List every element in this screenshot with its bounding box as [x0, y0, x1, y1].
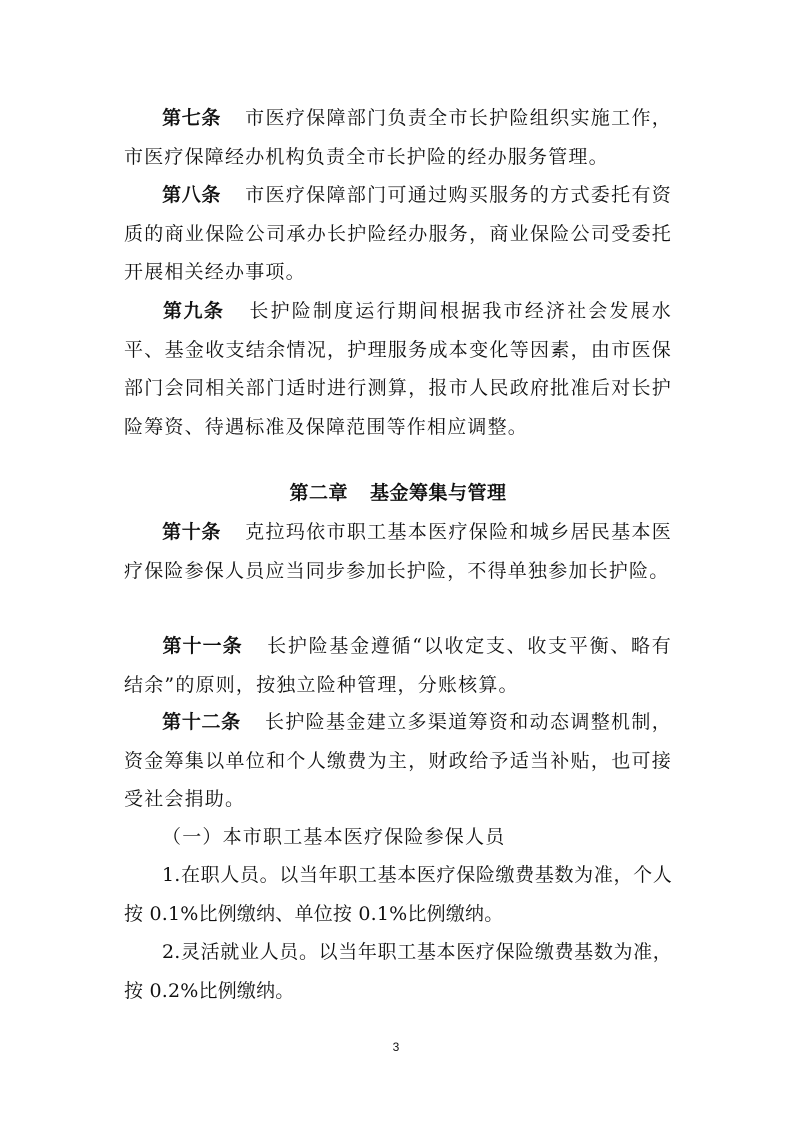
article-9	[124, 292, 672, 446]
article-7-label: 第七条	[162, 107, 222, 129]
chapter-2-heading	[124, 478, 672, 508]
article-10-text: 克拉玛依市职工基本医疗保险和城乡居民基本医疗保险参保人员应当同步参加长护险，不得单独参加长护险。	[124, 521, 672, 582]
article-9-text: 长护险制度运行期间根据我市经济社会发展水平、基金收支结余情况，护理服务成本变化等因素，由市医保部门会同相关部门适时进行测算，报市人民政府批准后对长护险筹资、待遇标准及保障范围等作相应调整。	[124, 300, 672, 438]
article-11-label: 第十一条	[162, 635, 243, 657]
article-12-text: 长护险基金建立多渠道筹资和动态调整机制，资金筹集以单位和个人缴费为主，财政给予适当补贴，也可接受社会捐助。	[124, 711, 672, 811]
article-10	[124, 513, 672, 590]
subsection-1-heading: （一）本市职工基本医疗保险参保人员	[162, 826, 506, 848]
article-12-label: 第十二条	[162, 711, 241, 733]
article-10-label: 第十条	[162, 521, 222, 543]
item-1-in-service: 1.在职人员。以当年职工基本医疗保险缴费基数为准，个人按 0.1%比例缴纳、单位按 0.1%比例缴纳。	[124, 864, 672, 925]
article-11	[124, 627, 672, 704]
article-11-text: 长护险基金遵循“以收定支、收支平衡、略有结余”的原则，按独立险种管理，分账核算。	[124, 635, 672, 696]
chapter-2-title: 基金筹集与管理	[370, 482, 507, 504]
article-12	[124, 703, 672, 819]
article-9-label: 第九条	[162, 300, 225, 322]
article-7-text: 市医疗保障部门负责全市长护险组织实施工作，市医疗保障经办机构负责全市长护险的经办服务管理。	[124, 107, 672, 168]
item-2-flexible-employment: 2.灵活就业人员。以当年职工基本医疗保险缴费基数为准，按 0.2%比例缴纳。	[124, 941, 672, 1002]
page-number: 3	[392, 1040, 400, 1054]
article-8	[124, 176, 672, 292]
article-7	[124, 99, 672, 176]
article-8-label: 第八条	[162, 184, 222, 206]
article-8-text: 市医疗保障部门可通过购买服务的方式委托有资质的商业保险公司承办长护险经办服务，商业保险公司受委托开展相关经办事项。	[124, 184, 672, 284]
chapter-2-label: 第二章	[289, 482, 348, 504]
